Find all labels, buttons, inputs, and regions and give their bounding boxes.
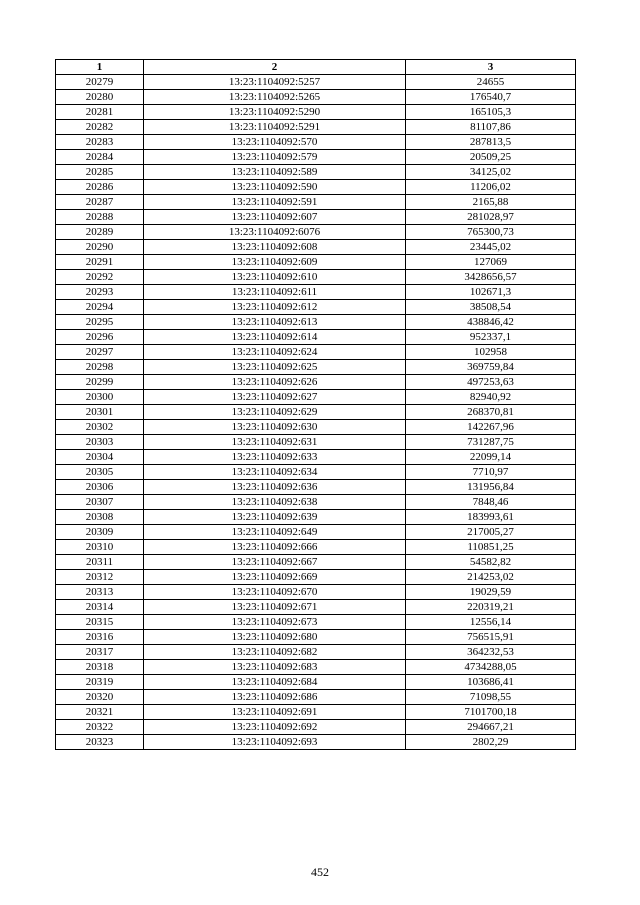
page-number: 452 <box>311 865 329 879</box>
value-cell: 756515,91 <box>406 630 576 645</box>
value-cell: 71098,55 <box>406 690 576 705</box>
row-number-cell: 20287 <box>56 195 144 210</box>
table-row <box>56 690 576 705</box>
value-cell: 176540,7 <box>406 90 576 105</box>
value-cell: 12556,14 <box>406 615 576 630</box>
value-cell: 11206,02 <box>406 180 576 195</box>
cadastral-number-cell: 13:23:1104092:683 <box>144 660 406 675</box>
value-cell: 952337,1 <box>406 330 576 345</box>
row-number-cell: 20294 <box>56 300 144 315</box>
table-row <box>56 360 576 375</box>
cadastral-number-cell: 13:23:1104092:613 <box>144 315 406 330</box>
table-row <box>56 270 576 285</box>
row-number-cell: 20310 <box>56 540 144 555</box>
value-cell: 142267,96 <box>406 420 576 435</box>
value-cell: 287813,5 <box>406 135 576 150</box>
row-number-cell: 20316 <box>56 630 144 645</box>
table-row <box>56 495 576 510</box>
cadastral-number-cell: 13:23:1104092:631 <box>144 435 406 450</box>
value-cell: 369759,84 <box>406 360 576 375</box>
table-row <box>56 630 576 645</box>
value-cell: 4734288,05 <box>406 660 576 675</box>
cadastral-number-cell: 13:23:1104092:626 <box>144 375 406 390</box>
cadastral-number-cell: 13:23:1104092:630 <box>144 420 406 435</box>
table-row <box>56 720 576 735</box>
column-header-2: 2 <box>144 60 406 75</box>
table-row <box>56 450 576 465</box>
table-row <box>56 420 576 435</box>
cadastral-number-cell: 13:23:1104092:611 <box>144 285 406 300</box>
value-cell: 24655 <box>406 75 576 90</box>
table-row <box>56 75 576 90</box>
value-cell: 268370,81 <box>406 405 576 420</box>
cadastral-number-cell: 13:23:1104092:610 <box>144 270 406 285</box>
table-row <box>56 150 576 165</box>
cadastral-number-cell: 13:23:1104092:649 <box>144 525 406 540</box>
table-row <box>56 135 576 150</box>
table-body <box>56 75 576 750</box>
cadastral-number-cell: 13:23:1104092:624 <box>144 345 406 360</box>
table-row <box>56 195 576 210</box>
row-number-cell: 20289 <box>56 225 144 240</box>
cadastral-value-table <box>55 59 576 750</box>
row-number-cell: 20315 <box>56 615 144 630</box>
cadastral-number-cell: 13:23:1104092:686 <box>144 690 406 705</box>
row-number-cell: 20320 <box>56 690 144 705</box>
value-cell: 220319,21 <box>406 600 576 615</box>
table-row <box>56 510 576 525</box>
table-row <box>56 375 576 390</box>
table-row <box>56 315 576 330</box>
table-row <box>56 90 576 105</box>
table-row <box>56 615 576 630</box>
cadastral-number-cell: 13:23:1104092:590 <box>144 180 406 195</box>
value-cell: 438846,42 <box>406 315 576 330</box>
table-row <box>56 180 576 195</box>
cadastral-number-cell: 13:23:1104092:627 <box>144 390 406 405</box>
row-number-cell: 20323 <box>56 735 144 750</box>
row-number-cell: 20293 <box>56 285 144 300</box>
cadastral-number-cell: 13:23:1104092:671 <box>144 600 406 615</box>
row-number-cell: 20288 <box>56 210 144 225</box>
row-number-cell: 20301 <box>56 405 144 420</box>
row-number-cell: 20305 <box>56 465 144 480</box>
value-cell: 102671,3 <box>406 285 576 300</box>
value-cell: 102958 <box>406 345 576 360</box>
cadastral-number-cell: 13:23:1104092:636 <box>144 480 406 495</box>
cadastral-number-cell: 13:23:1104092:693 <box>144 735 406 750</box>
table-row <box>56 210 576 225</box>
column-header-3: 3 <box>406 60 576 75</box>
row-number-cell: 20312 <box>56 570 144 585</box>
cadastral-number-cell: 13:23:1104092:634 <box>144 465 406 480</box>
cadastral-number-cell: 13:23:1104092:682 <box>144 645 406 660</box>
value-cell: 294667,21 <box>406 720 576 735</box>
table-row <box>56 585 576 600</box>
table-row <box>56 480 576 495</box>
row-number-cell: 20321 <box>56 705 144 720</box>
value-cell: 281028,97 <box>406 210 576 225</box>
row-number-cell: 20281 <box>56 105 144 120</box>
table-row <box>56 105 576 120</box>
value-cell: 3428656,57 <box>406 270 576 285</box>
row-number-cell: 20282 <box>56 120 144 135</box>
table-row <box>56 435 576 450</box>
table-row <box>56 240 576 255</box>
row-number-cell: 20286 <box>56 180 144 195</box>
cadastral-number-cell: 13:23:1104092:667 <box>144 555 406 570</box>
row-number-cell: 20283 <box>56 135 144 150</box>
cadastral-number-cell: 13:23:1104092:6076 <box>144 225 406 240</box>
value-cell: 34125,02 <box>406 165 576 180</box>
table-row <box>56 390 576 405</box>
value-cell: 82940,92 <box>406 390 576 405</box>
table-row <box>56 255 576 270</box>
table-row <box>56 705 576 720</box>
cadastral-number-cell: 13:23:1104092:5257 <box>144 75 406 90</box>
row-number-cell: 20308 <box>56 510 144 525</box>
value-cell: 183993,61 <box>406 510 576 525</box>
row-number-cell: 20298 <box>56 360 144 375</box>
table-header-row <box>56 60 576 75</box>
value-cell: 2165,88 <box>406 195 576 210</box>
value-cell: 103686,41 <box>406 675 576 690</box>
row-number-cell: 20291 <box>56 255 144 270</box>
row-number-cell: 20299 <box>56 375 144 390</box>
table-row <box>56 645 576 660</box>
value-cell: 364232,53 <box>406 645 576 660</box>
table-row <box>56 165 576 180</box>
cadastral-number-cell: 13:23:1104092:684 <box>144 675 406 690</box>
cadastral-number-cell: 13:23:1104092:5265 <box>144 90 406 105</box>
cadastral-number-cell: 13:23:1104092:570 <box>144 135 406 150</box>
cadastral-number-cell: 13:23:1104092:639 <box>144 510 406 525</box>
value-cell: 731287,75 <box>406 435 576 450</box>
value-cell: 110851,25 <box>406 540 576 555</box>
column-header-1: 1 <box>56 60 144 75</box>
cadastral-number-cell: 13:23:1104092:591 <box>144 195 406 210</box>
table-row <box>56 675 576 690</box>
value-cell: 765300,73 <box>406 225 576 240</box>
row-number-cell: 20297 <box>56 345 144 360</box>
table-row <box>56 600 576 615</box>
row-number-cell: 20300 <box>56 390 144 405</box>
row-number-cell: 20295 <box>56 315 144 330</box>
row-number-cell: 20284 <box>56 150 144 165</box>
row-number-cell: 20292 <box>56 270 144 285</box>
value-cell: 54582,82 <box>406 555 576 570</box>
value-cell: 127069 <box>406 255 576 270</box>
value-cell: 214253,02 <box>406 570 576 585</box>
table-row <box>56 465 576 480</box>
row-number-cell: 20290 <box>56 240 144 255</box>
table-row <box>56 525 576 540</box>
table-row <box>56 225 576 240</box>
row-number-cell: 20296 <box>56 330 144 345</box>
cadastral-number-cell: 13:23:1104092:589 <box>144 165 406 180</box>
table-row <box>56 405 576 420</box>
cadastral-number-cell: 13:23:1104092:629 <box>144 405 406 420</box>
table-row <box>56 345 576 360</box>
cadastral-number-cell: 13:23:1104092:638 <box>144 495 406 510</box>
value-cell: 19029,59 <box>406 585 576 600</box>
value-cell: 23445,02 <box>406 240 576 255</box>
cadastral-number-cell: 13:23:1104092:633 <box>144 450 406 465</box>
row-number-cell: 20311 <box>56 555 144 570</box>
value-cell: 22099,14 <box>406 450 576 465</box>
row-number-cell: 20314 <box>56 600 144 615</box>
table-row <box>56 735 576 750</box>
cadastral-number-cell: 13:23:1104092:579 <box>144 150 406 165</box>
cadastral-number-cell: 13:23:1104092:670 <box>144 585 406 600</box>
row-number-cell: 20302 <box>56 420 144 435</box>
value-cell: 7101700,18 <box>406 705 576 720</box>
table-row <box>56 300 576 315</box>
row-number-cell: 20303 <box>56 435 144 450</box>
cadastral-number-cell: 13:23:1104092:691 <box>144 705 406 720</box>
row-number-cell: 20309 <box>56 525 144 540</box>
row-number-cell: 20307 <box>56 495 144 510</box>
table-row <box>56 120 576 135</box>
cadastral-number-cell: 13:23:1104092:608 <box>144 240 406 255</box>
table-row <box>56 285 576 300</box>
value-cell: 20509,25 <box>406 150 576 165</box>
cadastral-number-cell: 13:23:1104092:609 <box>144 255 406 270</box>
value-cell: 7710,97 <box>406 465 576 480</box>
row-number-cell: 20318 <box>56 660 144 675</box>
value-cell: 497253,63 <box>406 375 576 390</box>
cadastral-number-cell: 13:23:1104092:673 <box>144 615 406 630</box>
table-row <box>56 330 576 345</box>
cadastral-number-cell: 13:23:1104092:680 <box>144 630 406 645</box>
row-number-cell: 20304 <box>56 450 144 465</box>
cadastral-number-cell: 13:23:1104092:692 <box>144 720 406 735</box>
value-cell: 131956,84 <box>406 480 576 495</box>
table-row <box>56 540 576 555</box>
row-number-cell: 20322 <box>56 720 144 735</box>
table-row <box>56 660 576 675</box>
cadastral-number-cell: 13:23:1104092:612 <box>144 300 406 315</box>
table-row <box>56 555 576 570</box>
value-cell: 217005,27 <box>406 525 576 540</box>
row-number-cell: 20279 <box>56 75 144 90</box>
cadastral-number-cell: 13:23:1104092:5291 <box>144 120 406 135</box>
cadastral-number-cell: 13:23:1104092:625 <box>144 360 406 375</box>
cadastral-number-cell: 13:23:1104092:5290 <box>144 105 406 120</box>
value-cell: 7848,46 <box>406 495 576 510</box>
row-number-cell: 20319 <box>56 675 144 690</box>
value-cell: 2802,29 <box>406 735 576 750</box>
cadastral-number-cell: 13:23:1104092:669 <box>144 570 406 585</box>
row-number-cell: 20285 <box>56 165 144 180</box>
value-cell: 165105,3 <box>406 105 576 120</box>
row-number-cell: 20306 <box>56 480 144 495</box>
row-number-cell: 20317 <box>56 645 144 660</box>
cadastral-number-cell: 13:23:1104092:607 <box>144 210 406 225</box>
value-cell: 81107,86 <box>406 120 576 135</box>
cadastral-number-cell: 13:23:1104092:666 <box>144 540 406 555</box>
table-row <box>56 570 576 585</box>
row-number-cell: 20313 <box>56 585 144 600</box>
cadastral-number-cell: 13:23:1104092:614 <box>144 330 406 345</box>
value-cell: 38508,54 <box>406 300 576 315</box>
row-number-cell: 20280 <box>56 90 144 105</box>
